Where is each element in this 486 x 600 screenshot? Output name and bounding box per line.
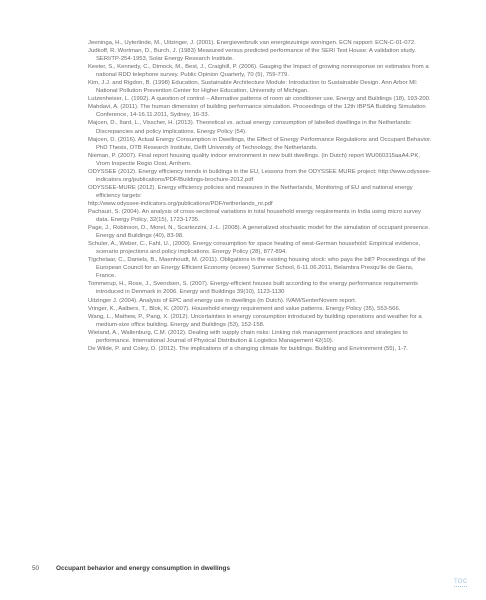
reference-entry: Judkoff, R. Wortman, D., Burch, J. (1983) Measured versus predicted performance of the SERI Test House: A validation study. SERI/TP-254-1953, Solar Energy Research Institute.: [88, 48, 416, 63]
reference-entry: Tigchelaar, C., Daniels, B., Maenhoudt, M. (2011). Obligations in the existing housing stock: who pays the bill? Proceedings of the European Council for an Energy Efficient Economy (eceee) Summer School, 6-11.06.2011, Belambra Presqu'ile de Giens, France.: [88, 257, 426, 280]
reference-entry: Vringer, K., Aalbers, T., Blok, K. (2007). Household energy requirement and value patterns. Energy Policy (35), 553-566.: [88, 305, 401, 312]
running-title: Occupant behavior and energy consumption in dwellings: [56, 565, 230, 572]
reference-entry: Wieland, A., Wallenburg, C.M. (2012). Dealing with supply chain risks: Linking risk management practices and strategies to performance. International Journal of Physical Distribution & Logistics Management 42(10).: [88, 329, 408, 344]
reference-url: http://www.odyssee-indicators.org/publications/PDF/netherlands_nr.pdf: [88, 200, 273, 207]
reference-entry: Schuler, A., Weber, C., Fahl, U., (2000). Energy consumption for space heating of west-German household: Empirical evidence, scenario projections and policy implications. Energy Policy (28), 877-894.: [88, 241, 421, 256]
reference-entry: Jeeninga, H., Uyterlinde, M., Uitzinger, J. (2001). Energieverbruik van energiezuinige woningen. ECN rapport: ECN-C-01-072.: [88, 40, 416, 46]
reference-entry: ODYSSEE (2012). Energy efficiency trends in buildings in the EU, Lessons from the ODYSSEE MURE project: http://www.odyssee-indicators.org/publications/PDF/Buildings-brochure-2012.pdf: [88, 168, 432, 183]
toc-link[interactable]: TOC: [454, 579, 468, 585]
reference-entry: ODYSSEE-MURE (2012). Energy efficiency policies and measures in the Netherlands, Monitoring of EU and national energy efficiency targets:: [88, 184, 413, 199]
reference-entry: Tommerup, H., Rose, J., Svendsen, S. (2007). Energy-efficient houses built according to the energy performance requirements introduced in Denmark in 2006. Energy and Buildings 39(10), 1123-1130: [88, 281, 418, 296]
page-footer: [32, 565, 230, 572]
reference-list: [88, 39, 434, 353]
reference-entry: Page, J., Robinson, D., Morel, N., Scartezzini, J.-L. (2008). A generalized stochastic model for the simulation of occupant presence. Energy and Buildings (40), 83-98.: [88, 225, 430, 240]
reference-entry: Lutzenheiser, L. (1992). A question of control – Alternative patterns of room air conditioner use. Energy and Buildings (18), 193-200.: [88, 96, 431, 103]
page-number: 50: [32, 565, 40, 572]
reference-entry: Wang, L., Mathew, P., Pang, X. (2012). Uncertainties in energy consumption introduced by building operations and weather for a medium-size office building. Energy and Buildings (53), 152-158.: [88, 313, 422, 328]
reference-entry: De Wilde, P. and Coley, D. (2012). The implications of a changing climate for buildings. Building and Environment (55), 1-7.: [88, 345, 408, 352]
reference-entry: Pachauri, S. (2004). An analysis of cross-sectional variations in total household energy requirements in India using micro survey data. Energy Policy, 32(15), 1723-1735.: [88, 208, 421, 224]
reference-entry: Nieman, P. (2007). Final report housing quality indoor environment in new built dwellings. (in Dutch) report WU060315aaA4.PK, Vrom Inspectie Regio Oost, Arnhem.: [88, 152, 420, 167]
reference-entry: Keeter, S., Kennedy, C., Dimock, M., Best, J., Craighill, P. (2006). Gauging the Impact of growing nonresponse on estimates from a national RDD telephone survey. Public Opinion Quarterly, 70 (5), 759-779.: [88, 64, 429, 79]
reference-entry: Majcen, D. (2016). Actual Energy Consumption in Dwellings, the Effect of Energy Performance Regulations and Occupant Behavior. PhD Thesis, OTB Research Institute, Delft University of Technology, the Netherlands.: [88, 136, 432, 151]
reference-entry: Kim, J.J. and Rigdon, B. (1998) Education, Sustainable Architecture Module: Introduction to Sustainable Design. Ann Arbor MI: National Pollution Prevention Center for Higher Education, University of Michigan.: [88, 80, 418, 95]
reference-entry: Uitzinger J. (2004). Analysis of EPC and energy use in dwellings (in Dutch). IVAM/SenterNovem report.: [88, 297, 357, 304]
reference-entry: Mahdavi, A. (2011). The human dimension of building performance simulation. Proceedings of the 12th IBPSA Building Simulation Conference, 14-16.11.2011, Sydney, 16-33.: [88, 104, 426, 119]
reference-entry: Majcen, D., Itard, L., Visscher, H. (2013). Theoretical vs. actual energy consumption of labelled dwellings in the Netherlands: Discrepancies and policy implications. Energy Policy (54).: [88, 120, 412, 135]
